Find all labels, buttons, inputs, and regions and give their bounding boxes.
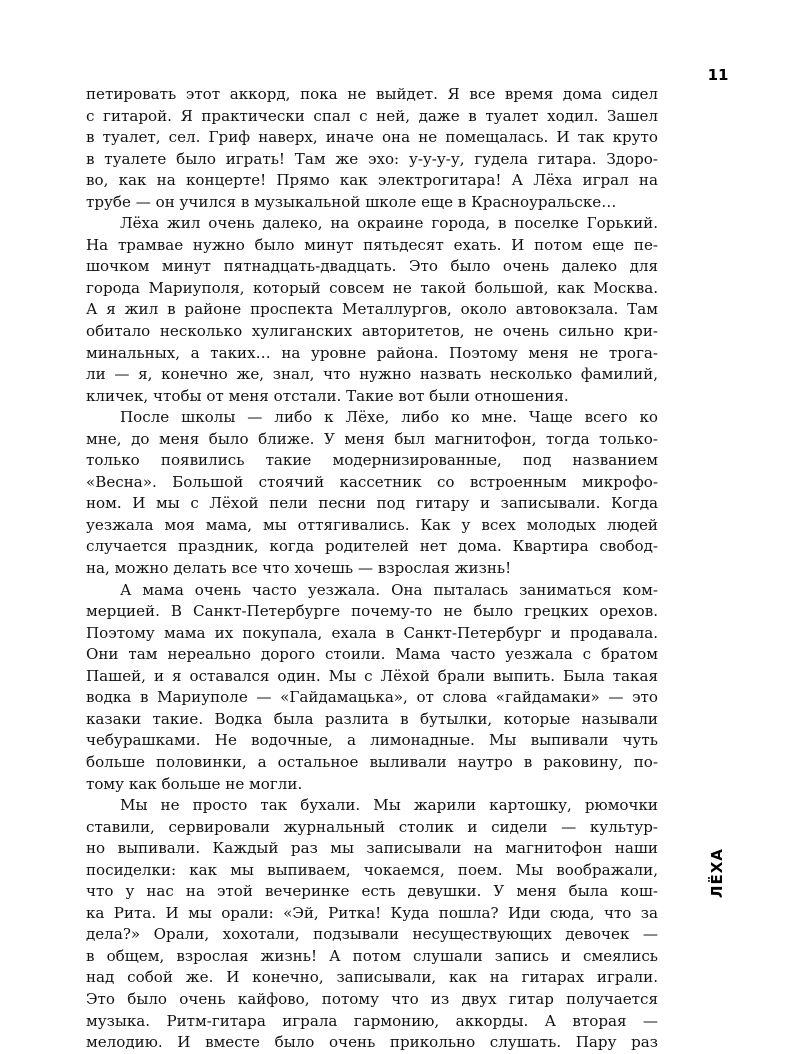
text-line: шочком минут пятнадцать-двадцать. Это было очень далеко для (86, 257, 658, 276)
text-line: ли — я, конечно же, знал, что нужно назвать несколько фамилий, (86, 365, 658, 384)
text-line: Это было очень кайфово, потому что из двух гитар получается (86, 989, 658, 1008)
text-line: с гитарой. Я практически спал с ней, даже в туалет ходил. Зашел (86, 106, 658, 125)
running-head: ЛЁХА (708, 848, 726, 898)
text-line: «Весна». Большой стоячий кассетник со встроенным микрофо- (86, 472, 658, 491)
text-line: Мы не просто так бухали. Мы жарили картошку, рюмочки (120, 796, 658, 815)
text-line: в туалет, сел. Гриф наверх, иначе она не помещалась. И так круто (86, 128, 658, 147)
text-line: минальных, а таких… на уровне района. Поэтому меня не трога- (86, 343, 658, 362)
text-line: трубе — он учился в музыкальной школе еще в Красноуральске… (86, 192, 617, 211)
text-line: ка Рита. И мы орали: «Эй, Ритка! Куда пошла? Иди сюда, что за (86, 903, 658, 922)
text-line: мелодию. И вместе было очень прикольно слушать. Пару раз (86, 1033, 658, 1052)
text-line: города Мариуполя, который совсем не такой большой, как Москва. (86, 278, 658, 297)
text-line: над собой же. И конечно, записывали, как на гитарах играли. (86, 968, 658, 987)
text-line: посиделки: как мы выпиваем, чокаемся, поем. Мы воображали, (86, 860, 658, 879)
text-line: Поэтому мама их покупала, ехала в Санкт-Петербург и продавала. (86, 623, 658, 642)
text-line: что у нас на этой вечеринке есть девушки. У меня была кош- (86, 882, 658, 901)
text-line: казаки такие. Водка была разлита в бутылки, которые называли (86, 709, 658, 728)
text-line: А мама очень часто уезжала. Она пыталась заниматься ком- (120, 580, 658, 599)
text-line: уезжала моя мама, мы оттягивались. Как у всех молодых людей (86, 515, 658, 534)
text-line: А я жил в районе проспекта Металлургов, около автовокзала. Там (86, 300, 658, 319)
text-line: мне, до меня было ближе. У меня был магнитофон, тогда только- (86, 429, 658, 448)
text-line: чебурашками. Не водочные, а лимонадные. Мы выпивали чуть (86, 731, 658, 750)
text-line: случается праздник, когда родителей нет дома. Квартира свобод- (86, 537, 658, 556)
page-number: 11 (707, 66, 729, 84)
text-line: дела?» Орали, хохотали, подзывали несуществующих девочек — (86, 925, 658, 944)
text-line: Они там нереально дорого стоили. Мама часто уезжала с братом (86, 645, 658, 664)
text-line: в общем, взрослая жизнь! А потом слушали запись и смеялись (86, 946, 658, 965)
text-line: но выпивали. Каждый раз мы записывали на магнитофон наши (86, 839, 658, 858)
text-line: Лёха жил очень далеко, на окраине города, в поселке Горький. (120, 214, 658, 233)
text-line: кличек, чтобы от меня отстали. Такие вот были отношения. (86, 386, 569, 405)
text-line: На трамвае нужно было минут пятьдесят ехать. И потом еще пе- (86, 235, 658, 254)
text-line: обитало несколько хулиганских авторитетов, не очень сильно кри- (86, 322, 658, 341)
text-line: водка в Мариуполе — «Гайдамацька», от слова «гайдамаки» — это (86, 688, 658, 707)
text-line: ставили, сервировали журнальный столик и сидели — культур- (86, 817, 658, 836)
text-line: петировать этот аккорд, пока не выйдет. Я все время дома сидел (86, 85, 658, 103)
text-line: в туалете было играть! Там же эхо: у-у-у-у, гудела гитара. Здоро- (86, 149, 658, 168)
text-line: только появились такие модернизированные, под названием (86, 451, 658, 470)
text-line: Пашей, и я оставался один. Мы с Лёхой брали выпить. Была такая (86, 666, 658, 685)
body-text (86, 84, 658, 1054)
text-line: во, как на концерте! Прямо как электрогитара! А Лёха играл на (86, 171, 658, 190)
text-line: музыка. Ритм-гитара играла гармонию, аккорды. А вторая — (86, 1011, 658, 1030)
text-line: на, можно делать все что хочешь — взрослая жизнь! (86, 559, 512, 578)
text-line: ном. И мы с Лёхой пели песни под гитару и записывали. Когда (86, 494, 658, 513)
text-line: мерцией. В Санкт-Петербурге почему-то не было грецких орехов. (86, 602, 658, 621)
text-line: больше половинки, а остальное выливали наутро в раковину, по- (86, 752, 658, 771)
text-line: После школы — либо к Лёхе, либо ко мне. Чаще всего ко (120, 408, 658, 427)
text-line: тому как больше не могли. (86, 774, 303, 793)
